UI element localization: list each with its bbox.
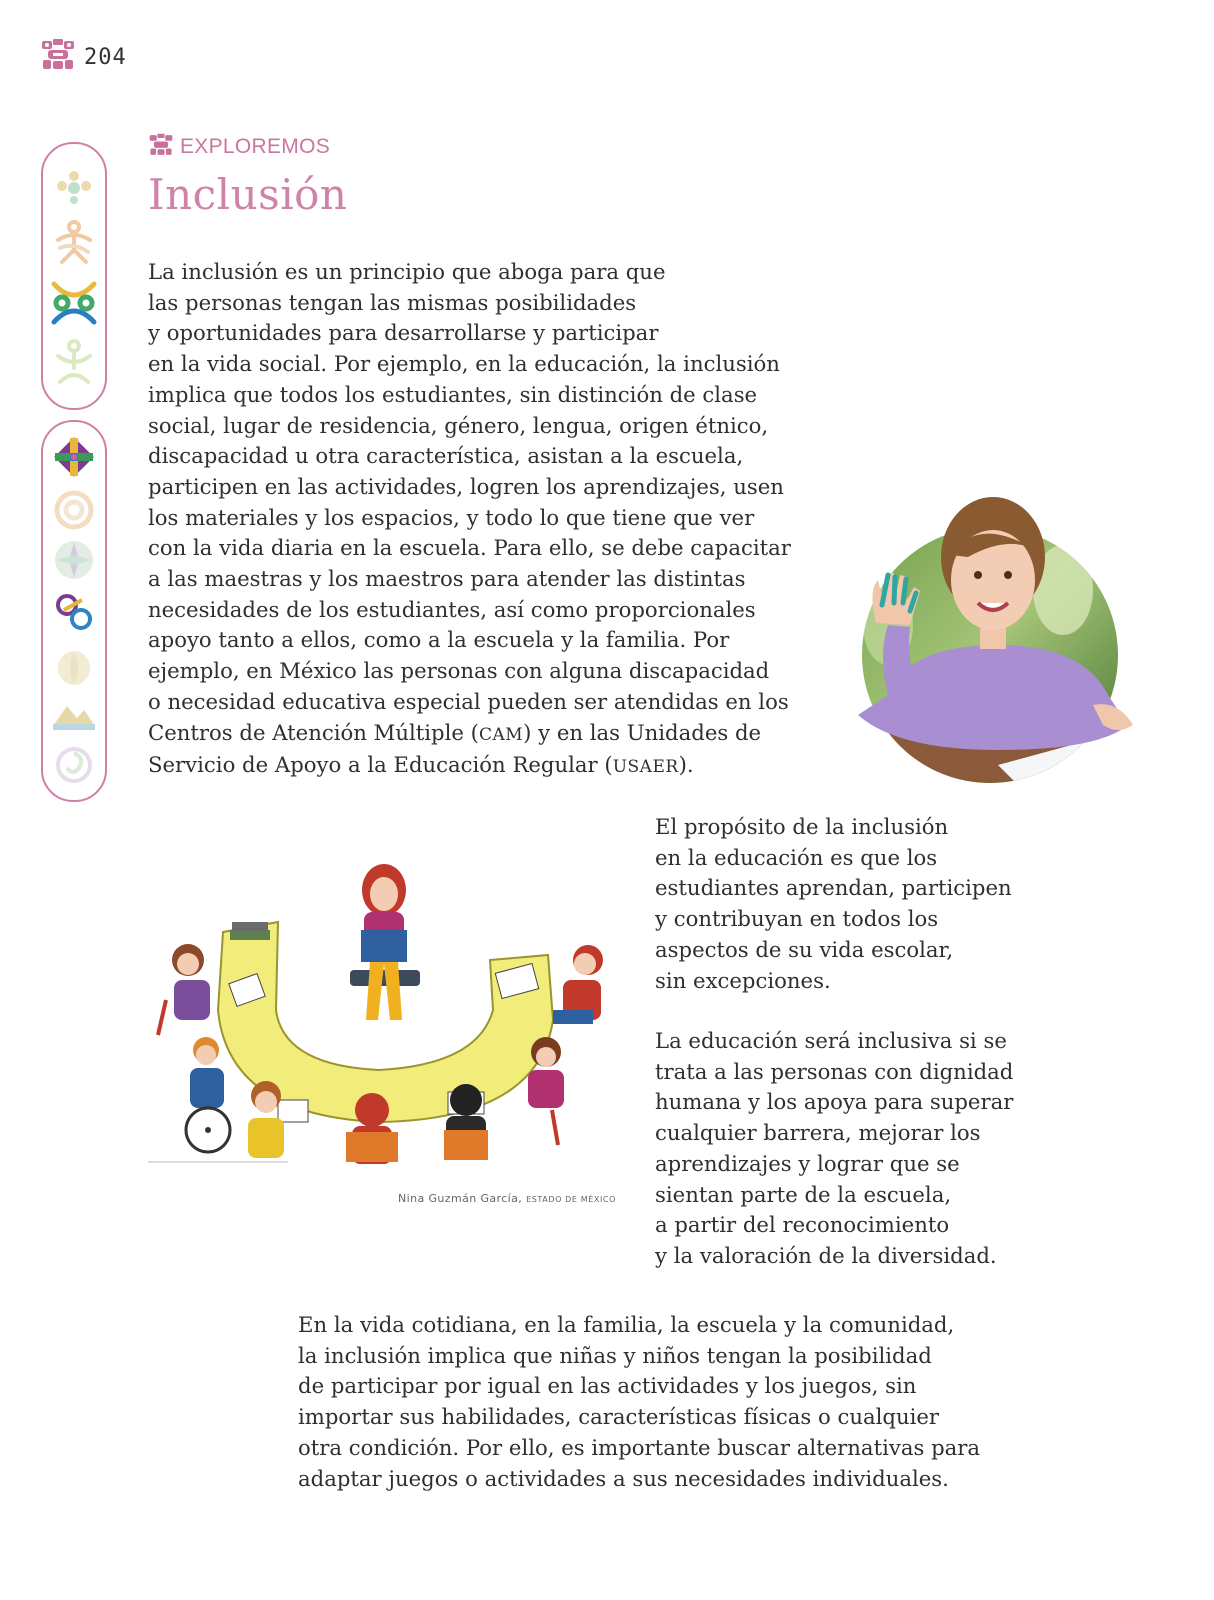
sidebar-top-group bbox=[41, 142, 107, 410]
illustration-caption bbox=[360, 1192, 616, 1205]
page-header bbox=[40, 38, 127, 76]
section-label-text: EXPLOREMOS bbox=[180, 135, 331, 158]
seed-dots-icon bbox=[52, 166, 96, 210]
intro-paragraph bbox=[148, 257, 838, 783]
caption-author: Nina Guzmán García, bbox=[397, 1192, 523, 1205]
abbreviation-usaer: USAER bbox=[612, 757, 679, 778]
dancing-figure-icon bbox=[50, 218, 98, 270]
diamond-knot-icon bbox=[51, 434, 97, 484]
page-number: 204 bbox=[84, 44, 127, 70]
inclusive-education-paragraph: La educación será inclusiva si se trata a las personas con dignidad humana y los apoya para superar cualquier barrera, mejorar los aprendizajes y lograr que se sientan parte de la escuela, a partir del reconocimiento y la valoración de la diversidad. bbox=[655, 1028, 1014, 1268]
linked-figures-icon bbox=[48, 276, 100, 334]
intro-text-part: ) y en las Unidades de Servicio de Apoyo a la Educación Regular ( bbox=[148, 719, 762, 778]
daily-life-paragraph: En la vida cotidiana, en la familia, la escuela y la comunidad, la inclusión implica que niñas y niños tengan la posibilidad de participar por igual en las actividades y los juegos, sin importar sus habilidades, características físicas o cualquier otra condición. Por ello, es importante buscar alternativas para adaptar juegos o actividades a sus necesidades individuales. bbox=[298, 1312, 981, 1491]
classroom-illustration bbox=[148, 860, 618, 1170]
leaf-figure-icon bbox=[50, 338, 98, 390]
linked-rings-icon bbox=[52, 590, 96, 638]
caption-place: ESTADO DE MÉXICO bbox=[526, 1195, 616, 1204]
pre-hispanic-glyph-icon bbox=[40, 38, 76, 76]
spiral-circle-icon bbox=[52, 488, 96, 536]
pre-hispanic-glyph-icon bbox=[148, 133, 174, 161]
purpose-paragraph: El propósito de la inclusión en la educación es que los estudiantes aprendan, participen y contribuyan en todos los aspectos de su vida escolar, sin excepciones. bbox=[655, 814, 1012, 993]
sidebar-bottom-group bbox=[41, 420, 107, 802]
swirl-circle-icon bbox=[53, 744, 95, 790]
section-label bbox=[148, 133, 330, 161]
mountain-landscape-icon bbox=[51, 696, 97, 738]
intro-text-part: La inclusión es un principio que aboga para que las personas tengan las mismas posibilidades y oportunidades para desarrollarse y participar en la vida social. Por ejemplo, en la educación, la inclusión implica que todos los estudiantes, sin distinción de clase social, lugar de residencia, género, lengua, origen étnico, discapacidad u otra característica, asistan a la escuela, participen en las actividades, logren los aprendizajes, usen los materiales y los espacios, y todo lo que tiene que ver con la vida diaria en la escuela. Para ello, se debe capacitar a las maestras y los maestros para atender las distintas necesidades de los estudiantes, así como proporcionales apoyo tanto a ellos, como a la escuela y la familia. Por ejemplo, en México las personas con alguna discapacidad o necesidad educativa especial pueden ser atendidas en los Centros de Atención Múltiple ( bbox=[148, 259, 791, 745]
abbreviation-cam: CAM bbox=[478, 724, 524, 745]
flower-bud-icon bbox=[52, 644, 96, 692]
star-compass-icon bbox=[52, 538, 96, 586]
student-photo bbox=[848, 495, 1138, 785]
page-title: Inclusión bbox=[148, 170, 348, 219]
intro-text-part: ). bbox=[678, 752, 694, 778]
